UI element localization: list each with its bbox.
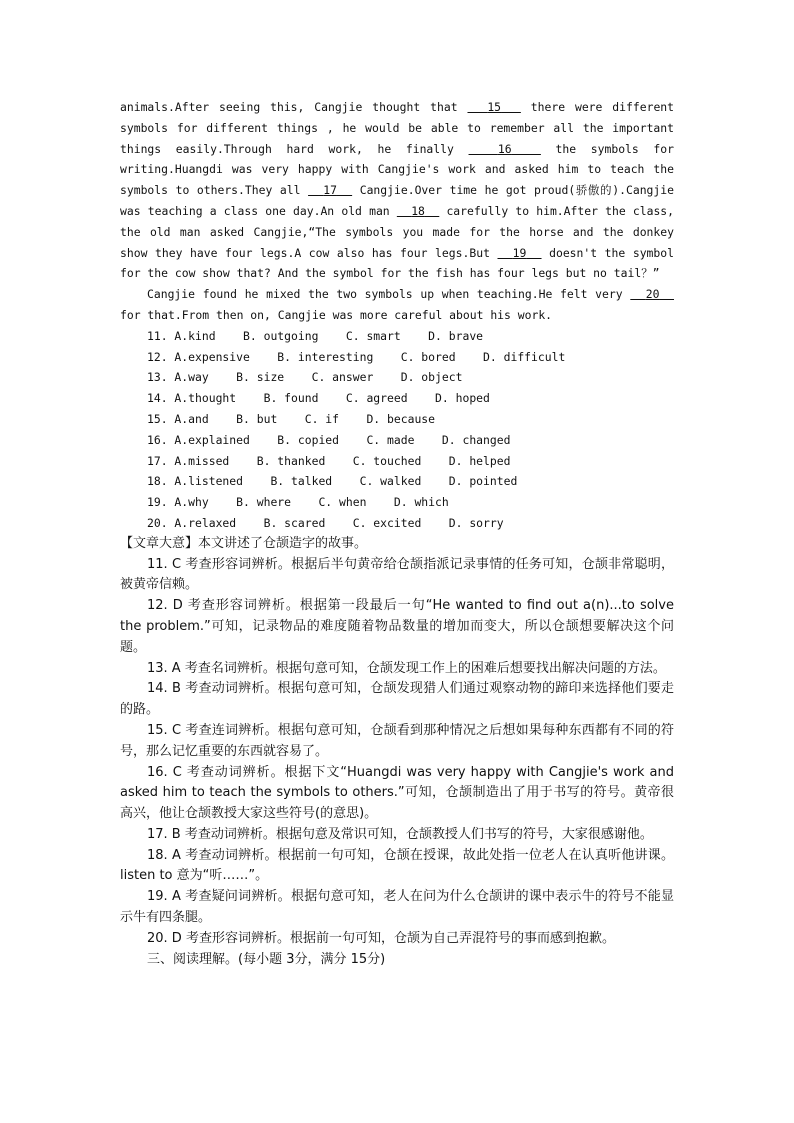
passage-text: there were different symbols for different things , he would be able to remember all the important things easily.Through hard work, he finally	[120, 100, 675, 156]
blank-17: 17	[323, 183, 337, 198]
passage-text: doesn't the symbol for the cow show that? And the symbol for the fish has four legs but no tail？”	[120, 245, 674, 281]
option-row: 15. A.and B. but C. if D. because	[147, 411, 436, 426]
blank-19: 19	[512, 245, 527, 260]
passage-text: for that.From then on, Cangjie was more careful about his work.	[120, 307, 553, 322]
option-row: 18. A.listened B. talked C. walked D. pointed	[147, 474, 518, 489]
option-row: 17. A.missed B. thanked C. touched D. helped	[147, 453, 511, 468]
passage-text: the symbols for writing.Huangdi was very happy with Cangjie's work and asked him to teach the symbols to others.They all	[120, 141, 674, 198]
answer-explanation: 11. C 考查形容词辨析。根据后半句黄帝给仓颉指派记录事情的任务可知，仓颉非常聪明，被黄帝信赖。	[120, 556, 674, 593]
answer-explanation: 13. A 考查名词辨析。根据句意可知，仓颉发现工作上的困难后想要找出解决问题的方法。	[147, 660, 666, 676]
option-row: 16. A.explained B. copied C. made D. changed	[147, 432, 511, 447]
answer-explanation: 12. D 考查形容词辨析。根据第一段最后一句“He wanted to find out a(n)...to solve the problem.”可知，记录物品的难度随着物品数量的增加而变大，所以仓颉想要解决这个问题。	[120, 598, 674, 655]
answer-explanations	[120, 555, 674, 950]
option-row: 20. A.relaxed B. scared C. excited D. sorry	[147, 515, 504, 530]
passage-text: Cangjie.Over time he got proud(骄傲的).Cangjie was teaching a class one day.An old man	[120, 183, 674, 218]
answer-explanation: 15. C 考查连词辨析。根据句意可知，仓颉看到那种情况之后想如果每种东西都有不同的符号，那么记忆重要的东西就容易了。	[120, 722, 674, 759]
option-row: 11. A.kind B. outgoing C. smart D. brave	[147, 328, 484, 343]
option-row: 13. A.way B. size C. answer D. object	[147, 370, 463, 385]
document-page	[120, 97, 674, 970]
article-summary: 【文章大意】本文讲述了仓颉造字的故事。	[120, 535, 368, 551]
blank-15: 15	[487, 100, 502, 114]
passage-text: Cangjie found he mixed the two symbols up when teaching.He felt very	[147, 287, 631, 302]
passage-paragraph-2	[120, 284, 674, 326]
blank-18: 18	[411, 203, 425, 218]
option-row: 12. A.expensive B. interesting C. bored D. difficult	[147, 349, 566, 364]
answer-explanation: 17. B 考查动词辨析。根据句意及常识可知，仓颉教授人们书写的符号，大家很感谢他。	[147, 826, 653, 842]
answer-explanation: 14. B 考查动词辨析。根据句意可知，仓颉发现猎人们通过观察动物的蹄印来选择他们要走的路。	[120, 681, 674, 718]
option-row: 19. A.why B. where C. when D. which	[147, 495, 449, 510]
answer-explanation: 19. A 考查疑问词辨析。根据句意可知，老人在问为什么仓颉讲的课中表示牛的符号不能显示牛有四条腿。	[120, 889, 674, 926]
passage-text: carefully to him.After the class, the old man asked Cangjie,“The symbols you made for the horse and the donkey show they have four legs.A cow also has four legs.But	[120, 203, 675, 260]
answer-explanation: 18. A 考查动词辨析。根据前一句可知，仓颉在授课，故此处指一位老人在认真听他讲课。listen to 意为“听……”。	[120, 847, 674, 884]
blank-16: 16	[497, 141, 512, 156]
section-heading: 三、阅读理解。(每小题 3分，满分 15分)	[147, 951, 386, 967]
options-list	[120, 326, 674, 534]
blank-20: 20	[645, 287, 660, 302]
answer-explanation: 16. C 考查动词辨析。根据下文“Huangdi was very happy with Cangjie's work and asked him to teach the symbols to others.”可知，仓颉制造出了用于书写的符号。黄帝很高兴，他让仓颉教授大家这些符号(的意思)。	[120, 764, 674, 822]
passage-paragraph-1	[120, 97, 674, 284]
option-row: 14. A.thought B. found C. agreed D. hoped	[147, 391, 490, 406]
passage-text: animals.After seeing this, Cangjie thought that	[120, 100, 468, 114]
answer-explanation: 20. D 考查形容词辨析。根据前一句可知，仓颉为自己弄混符号的事而感到抱歉。	[147, 930, 615, 946]
